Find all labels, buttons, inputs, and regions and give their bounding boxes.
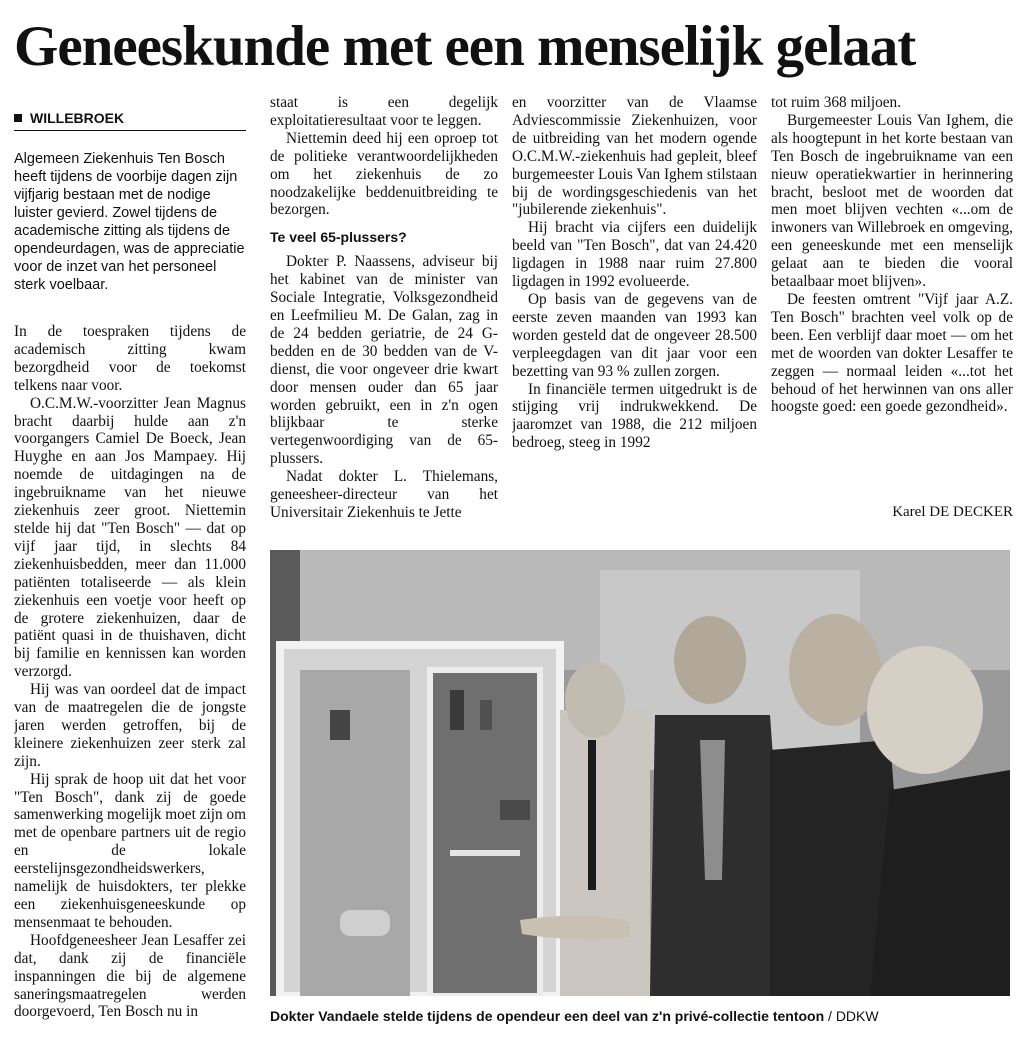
subheading: Te veel 65-plussers? — [270, 229, 407, 246]
paragraph: Hij bracht via cijfers een duidelijk beeld van "Ten Bosch", dat van 24.420 ligdagen in 1988 naar ruim 27.800 ligdagen in 1992 evolueerde. — [512, 219, 757, 291]
byline: Karel DE DECKER — [892, 504, 1013, 520]
photo-caption — [270, 1008, 1014, 1024]
photo-illustration — [270, 550, 1010, 996]
paragraph: Hij sprak de hoop uit dat het voor "Ten Bosch", dank zij de goede samenwerking mogelijk moet zijn om met de openbare partners uit de regio en de lokale eerstelijnsgezondheidswerkers, namelijk de huisdokters, ter plekke een ziekenhuisgeneeskunde op mensenmaat te behouden. — [14, 770, 246, 931]
paragraph: Burgemeester Louis Van Ighem, die als hoogtepunt in het korte bestaan van Ten Bosch de ingebruikname van een nieuw operatiekwartier in herinnering bracht, besloot met de woorden dat men moet blijven vechten «...om de inwoners van Willebroek en omgeving, een geneeskunde met een menselijk gelaat aan te bieden die vooral betaalbaar moet blijven». — [771, 111, 1013, 291]
paragraph: Nadat dokter L. Thielemans, geneesheer-directeur van het Universitair Ziekenhuis te Jette — [270, 468, 498, 521]
lead-paragraph: Algemeen Ziekenhuis Ten Bosch heeft tijdens de voorbije dagen zijn vijfjarig bestaan met de nodige luister gevierd. Zowel tijdens de academische zitting als tijdens de opendeurdagen, was de appreciatie voor de inzet van het personeel sterk voelbaar. — [14, 151, 245, 293]
paragraph: Hij was van oordeel dat de impact van de maatregelen die de jongste jaren werden getroffen, bij de kleinere ziekenhuizen zeer sterk zal zijn. — [14, 681, 246, 770]
article-column-4 — [771, 94, 1013, 522]
article-column-1 — [14, 323, 246, 1051]
paragraph: en voorzitter van de Vlaamse Adviescommissie Ziekenhuizen, voor de uitbreiding van het modern ogende O.C.M.W.-ziekenhuis had gepleit, bleef burgemeester Louis Van Ighem stilstaan bij de wordingsgeschiedenis van het "jubilerende ziekenhuis". — [512, 94, 757, 219]
paragraph: staat is een degelijk exploitatieresultaat voor te leggen. — [270, 94, 498, 129]
paragraph: Op basis van de gegevens van de eerste zeven maanden van 1993 kan worden gesteld dat de ongeveer 28.500 verpleegdagen van dit jaar voor een bezetting van 93 % zullen zorgen. — [512, 290, 757, 380]
paragraph: In financiële termen uitgedrukt is de stijging vrij indrukwekkend. De jaaromzet van 1988, die 212 miljoen bedroeg, steeg in 1992 — [512, 380, 757, 452]
news-photo — [270, 550, 1010, 996]
section-kicker — [14, 108, 246, 131]
article-column-3 — [512, 94, 757, 522]
kicker-label: WILLEBROEK — [30, 110, 125, 126]
square-bullet-icon — [14, 114, 22, 122]
caption-text: Dokter Vandaele stelde tijdens de opendeur een deel van z'n privé-collectie tentoon — [270, 1008, 825, 1024]
paragraph: Niettemin deed hij een oproep tot de politieke verantwoordelijkheden om het ziekenhuis de zo noodzakelijke beddenuitbreiding te bezorgen. — [270, 129, 498, 219]
paragraph: O.C.M.W.-voorzitter Jean Magnus bracht daarbij hulde aan z'n voorgangers Camiel De Boeck, Jean Huyghe en aan Jos Mampaey. Hij noemde de uitdagingen na de ingebruikname van het nieuwe ziekenhuis zeer groot. Niettemin stelde hij dat "Ten Bosch" — dat op vijf jaar tijd, in slechts 84 ziekenhuisbedden, meer dan 11.000 patiënten totaliseerde — als klein ziekenhuis een voetje voor heeft op de grotere ziekenhuizen, daar de patiënt quasi in de thuishaven, dicht bij familie en kennissen kan worden verzorgd. — [14, 394, 246, 681]
photo-credit: / DDKW — [828, 1008, 879, 1024]
article-column-2 — [270, 94, 498, 522]
paragraph: tot ruim 368 miljoen. — [771, 94, 902, 111]
paragraph: Hoofdgeneesheer Jean Lesaffer zei dat, dank zij de financiële inspanningen die bij de algemene saneringsmaatregelen werden doorgevoerd, Ten Bosch nu in — [14, 931, 246, 1021]
paragraph: In de toespraken tijdens de academisch zitting kwam bezorgdheid voor de toekomst telkens naar voor. — [14, 323, 246, 394]
paragraph: De feesten omtrent "Vijf jaar A.Z. Ten Bosch" brachten veel volk op de been. Een verblijf daar moet — om het met de woorden van dokter Lesaffer te zeggen — normaal leiden «...tot het behoud of het herwinnen van ons aller hoogste goed: een goede gezondheid». — [771, 290, 1013, 416]
paragraph: Dokter P. Naassens, adviseur bij het kabinet van de minister van Sociale Integratie, Volksgezondheid en Leefmilieu M. De Galan, zag in de 24 bedden geriatrie, de 24 G-bedden en de 30 bedden van de V-dienst, die voor ongeveer drie kwart door mensen ouder dan 65 jaar worden gebruikt, een in z'n ogen blijkbaar te sterke vertegenwoordiging van de 65-plussers. — [270, 253, 498, 468]
page-title: Geneeskunde met een menselijk gelaat — [14, 15, 916, 78]
